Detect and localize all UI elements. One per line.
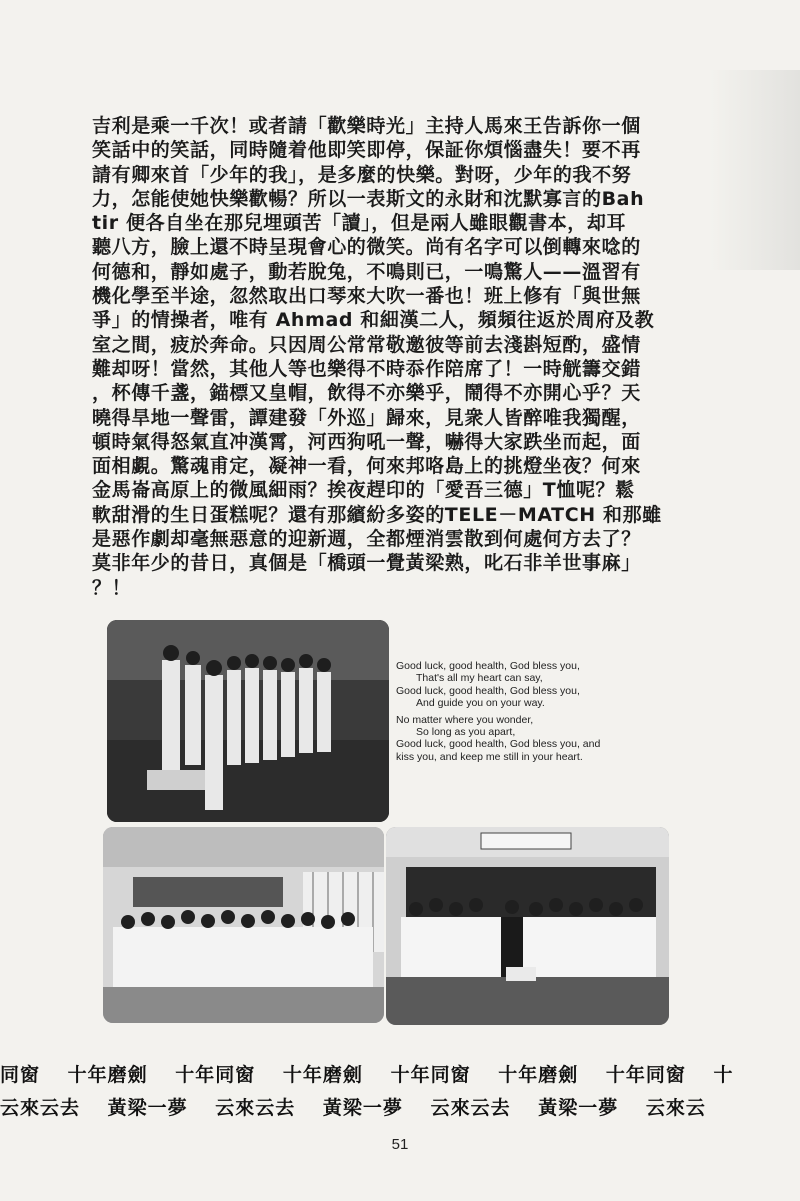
classroom-photo xyxy=(103,827,384,1023)
banner-word: 黃梁一夢 xyxy=(107,1097,188,1119)
body-line: 面相覷。驚魂甫定，凝神一看，何來邦咯島上的挑燈坐夜？何來 xyxy=(92,455,641,478)
banner-bottom xyxy=(0,1093,800,1120)
lyric-line: Good luck, good health, God bless you, xyxy=(396,684,580,697)
body-line: 力，怎能使她快樂歡暢？所以一表斯文的永財和沈默寡言的Bah xyxy=(92,187,645,210)
banner-word: 云來云去 xyxy=(0,1097,81,1119)
banner-word: 十年同窗 xyxy=(390,1064,471,1086)
body-line: 室之間，疲於奔命。只因周公常常敬邀彼等前去淺斟短酌，盛情 xyxy=(92,333,641,356)
banner-top xyxy=(0,1060,800,1087)
lyric-line: No matter where you wonder, xyxy=(396,713,534,726)
lyric-line: Good luck, good health, God bless you, and xyxy=(396,738,601,751)
body-line: 請有卿來首「少年的我」，是多麼的快樂。對呀，少年的我不努 xyxy=(92,163,632,186)
party-photo xyxy=(386,827,669,1025)
body-line: 機化學至半途，忽然取出口琴來大吹一番也！班上修有「與世無 xyxy=(92,285,641,308)
body-line: 難却呀！當然，其他人等也樂得不時忝作陪席了！一時觥籌交錯 xyxy=(92,357,641,380)
body-line: ，杯傳千盞，錨標又皇帽，飲得不亦樂乎，鬧得不亦開心乎？天 xyxy=(92,382,641,405)
banner-word: 云來云去 xyxy=(215,1097,296,1119)
lyric-line: And guide you on your way. xyxy=(416,697,545,710)
body-line: 是惡作劇却毫無惡意的迎新週，全都煙消雲散到何處何方去了？ xyxy=(92,528,641,551)
banner-word: 十年同窗 xyxy=(175,1064,256,1086)
banner-word: 云來云去 xyxy=(430,1097,511,1119)
body-line: 笑話中的笑話，同時隨着他即笑即停，保証你煩惱盡失！要不再 xyxy=(92,139,641,162)
choir-photo xyxy=(107,620,389,822)
page-number: 51 xyxy=(391,1136,409,1153)
bleed-through-mark xyxy=(710,70,800,270)
banner-word: 黃梁一夢 xyxy=(538,1097,619,1119)
banner-word: 云來云 xyxy=(645,1097,706,1119)
banner-word: 十 xyxy=(713,1064,734,1086)
body-line: 莫非年少的昔日，真個是「橋頭一覺黃梁熟，叱石非羊世事麻」 xyxy=(92,552,641,575)
body-line: 聽八方，臉上還不時呈現會心的微笑。尚有名字可以倒轉來唸的 xyxy=(92,236,641,259)
banner-word: 黃梁一夢 xyxy=(322,1097,403,1119)
song-lyrics xyxy=(396,660,686,763)
lyric-line: So long as you apart, xyxy=(416,726,516,739)
body-line: 頓時氣得怒氣直冲漢霄，河西狗吼一聲，嚇得大家跌坐而起，面 xyxy=(92,430,641,453)
lyric-line: kiss you, and keep me still in your heart. xyxy=(396,750,583,763)
body-line: 何德和，靜如處子，動若脫兔，不鳴則已，一鳴驚人——溫習有 xyxy=(92,260,641,283)
body-line: ？！ xyxy=(92,576,132,599)
body-line: 金馬崙高原上的微風細雨？挨夜趕印的「愛吾三德」T恤呢？鬆 xyxy=(92,479,635,502)
body-line: 吉利是乘一千次！或者請「歡樂時光」主持人馬來王告訴你一個 xyxy=(92,115,641,137)
lyric-line: Good luck, good health, God bless you, xyxy=(396,660,580,672)
body-text xyxy=(92,114,702,600)
body-line: 軟甜滑的生日蛋糕呢？還有那繽紛多姿的TELE－MATCH 和那雖 xyxy=(92,503,662,526)
body-line: 爭」的情操者，唯有 Ahmad 和細漢二人，頻頻往返於周府及教 xyxy=(92,309,655,332)
body-line: tir 便各自坐在那兒埋頭苦「讀」，但是兩人雖眼觀書本，却耳 xyxy=(92,212,627,235)
banner-word: 十年磨劍 xyxy=(282,1064,363,1086)
lyric-line: That's all my heart can say, xyxy=(416,672,543,685)
banner-word: 十年同窗 xyxy=(605,1064,686,1086)
banner-word: 十年磨劍 xyxy=(498,1064,579,1086)
banner-word: 同窗 xyxy=(0,1064,41,1086)
body-line: 曉得旱地一聲雷，譚建發「外巡」歸來，見衆人皆醉唯我獨醒， xyxy=(92,406,641,429)
banner-word: 十年磨劍 xyxy=(67,1064,148,1086)
